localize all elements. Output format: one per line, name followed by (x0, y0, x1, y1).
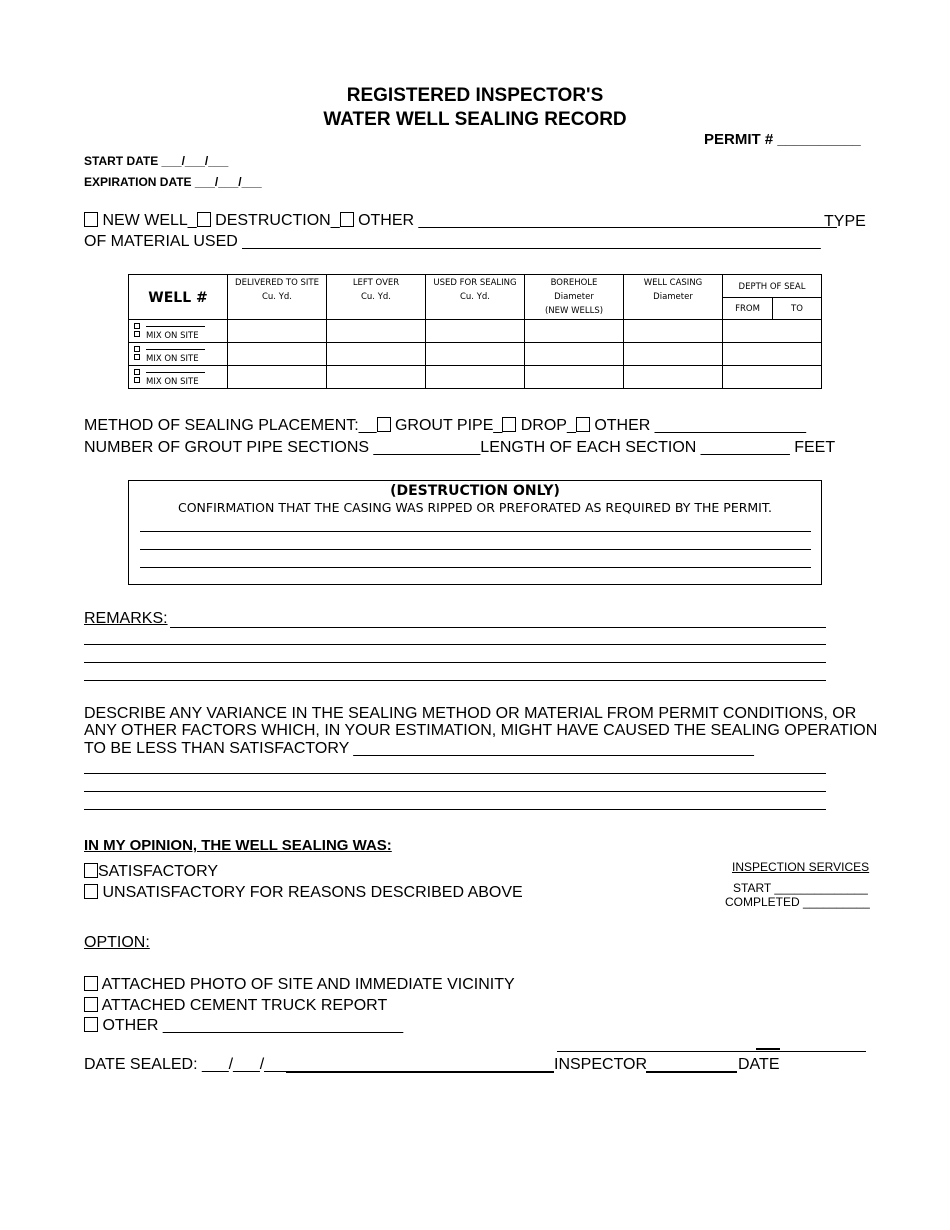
table-cell[interactable] (327, 366, 426, 389)
remarks-line[interactable] (84, 680, 826, 681)
variance-line[interactable] (84, 809, 826, 810)
col-borehole-header: BOREHOLE Diameter (NEW WELLS) (525, 275, 624, 320)
col-delivered-header: DELIVERED TO SITE Cu. Yd. (228, 275, 327, 320)
table-cell[interactable] (327, 343, 426, 366)
table-row (129, 343, 822, 366)
table-cell[interactable] (426, 366, 525, 389)
row-checkbox[interactable] (134, 346, 140, 352)
signature-line[interactable] (557, 1051, 866, 1052)
col-used-header: USED FOR SEALING Cu. Yd. (426, 275, 525, 320)
grout-sections-row (84, 439, 835, 457)
date-sealed-line[interactable] (286, 1071, 554, 1073)
row-checkbox[interactable] (134, 369, 140, 375)
variance-line-3[interactable]: TO BE LESS THAN SATISFACTORY _____________________________________________ (84, 740, 754, 757)
other-method-label: OTHER (594, 417, 651, 434)
satisfactory-label: SATISFACTORY (98, 863, 219, 880)
title-line-2: WATER WELL SEALING RECORD (323, 109, 627, 130)
drop-label: DROP (520, 417, 567, 434)
date-label: DATE (738, 1056, 780, 1073)
col-to-header: TO (773, 298, 822, 320)
unsatisfactory-label: UNSATISFACTORY FOR REASONS DESCRIBED ABOVE (102, 884, 523, 901)
destruction-confirmation-text: CONFIRMATION THAT THE CASING WAS RIPPED OR PREFORATED AS REQUIRED BY THE PERMIT. (177, 500, 772, 515)
well-table (128, 274, 822, 389)
inspector-line[interactable] (646, 1071, 737, 1073)
remarks-line[interactable] (84, 662, 826, 663)
new-well-label: NEW WELL (102, 212, 188, 229)
mix-checkbox[interactable] (134, 377, 140, 383)
destruction-line[interactable] (140, 567, 811, 568)
unsatisfactory-checkbox[interactable] (84, 884, 98, 899)
variance-line[interactable] (84, 791, 826, 792)
other-type-checkbox[interactable] (340, 212, 354, 227)
destruction-line[interactable] (140, 549, 811, 550)
destruction-heading: (DESTRUCTION ONLY) (390, 483, 560, 499)
material-blank[interactable]: _________________________________________________________________ (242, 233, 821, 250)
mix-checkbox[interactable] (134, 354, 140, 360)
mix-on-site-label: MIX ON SITE (146, 377, 199, 387)
truck-report-checkbox[interactable] (84, 997, 98, 1012)
option-other-checkbox[interactable] (84, 1017, 98, 1032)
other-method-blank[interactable]: _________________ (654, 417, 807, 434)
mix-checkbox[interactable] (134, 331, 140, 337)
destruction-checkbox[interactable] (197, 212, 211, 227)
col-from-header: FROM (723, 298, 773, 320)
option-photo-row (84, 976, 515, 994)
option-truck-row (84, 997, 387, 1015)
variance-line-1: DESCRIBE ANY VARIANCE IN THE SEALING METHOD OR MATERIAL FROM PERMIT CONDITIONS, OR (84, 705, 857, 722)
row-checkbox[interactable] (134, 323, 140, 329)
material-row (84, 233, 821, 251)
expiration-date-field[interactable]: EXPIRATION DATE ___/___/___ (84, 175, 262, 189)
option-other-field[interactable]: OTHER ___________________________ (102, 1017, 404, 1034)
table-cell[interactable] (624, 366, 723, 389)
table-row (129, 366, 822, 389)
satisfactory-checkbox[interactable] (84, 863, 98, 878)
signature-line-mark (756, 1048, 780, 1050)
table-cell[interactable] (228, 343, 327, 366)
well-type-row: NEW WELL_ DESTRUCTION_ OTHER _______________________________________________ (84, 212, 837, 230)
other-type-blank[interactable]: _______________________________________________ (418, 212, 837, 229)
remarks-line[interactable] (84, 644, 826, 645)
mix-on-site-label: MIX ON SITE (146, 354, 199, 364)
section-length-field[interactable]: _LENGTH OF EACH SECTION __________ (471, 439, 790, 456)
table-row (129, 320, 822, 343)
photo-checkbox[interactable] (84, 976, 98, 991)
satisfactory-row (84, 863, 218, 881)
other-type-label: OTHER (358, 212, 415, 229)
table-cell[interactable] (723, 320, 822, 343)
new-well-checkbox[interactable] (84, 212, 98, 227)
col-casing-header: WELL CASING Diameter (624, 275, 723, 320)
variance-line[interactable] (84, 773, 826, 774)
table-cell[interactable] (723, 343, 822, 366)
title-line-1: REGISTERED INSPECTOR'S (346, 85, 604, 106)
sealing-method-label: METHOD OF SEALING PLACEMENT: (84, 417, 359, 434)
table-cell[interactable] (228, 366, 327, 389)
variance-line-2: ANY OTHER FACTORS WHICH, IN YOUR ESTIMATION, MIGHT HAVE CAUSED THE SEALING OPERATION (84, 722, 878, 739)
option-other-row (84, 1017, 403, 1035)
remarks-label: REMARKS: (84, 610, 168, 627)
table-cell[interactable] (624, 320, 723, 343)
truck-report-label: ATTACHED CEMENT TRUCK REPORT (101, 997, 388, 1014)
material-label: OF MATERIAL USED (84, 233, 238, 250)
table-cell[interactable] (525, 320, 624, 343)
drop-checkbox[interactable] (502, 417, 516, 432)
start-date-field[interactable]: START DATE ___/___/___ (84, 154, 229, 168)
permit-number[interactable]: PERMIT # __________ (704, 131, 861, 148)
type-label: TYPE (824, 213, 866, 230)
opinion-heading: IN MY OPINION, THE WELL SEALING WAS: (84, 837, 392, 854)
date-sealed-field[interactable]: DATE SEALED: ___/___/___ (84, 1056, 291, 1073)
destruction-label: DESTRUCTION (215, 212, 331, 229)
destruction-box (128, 480, 822, 585)
option-heading: OPTION: (84, 934, 150, 951)
inspection-services-heading: INSPECTION SERVICES (732, 860, 870, 874)
table-cell[interactable] (426, 320, 525, 343)
table-cell[interactable] (426, 343, 525, 366)
grout-pipe-checkbox[interactable] (377, 417, 391, 432)
unsatisfactory-row (84, 884, 523, 902)
grout-sections-field[interactable]: NUMBER OF GROUT PIPE SECTIONS ___________ (84, 439, 472, 456)
other-method-checkbox[interactable] (576, 417, 590, 432)
table-cell[interactable] (525, 343, 624, 366)
mix-on-site-label: MIX ON SITE (146, 331, 199, 341)
inspection-completed-field[interactable]: COMPLETED __________ (725, 895, 870, 909)
col-depth-header: DEPTH OF SEAL (723, 275, 822, 298)
inspection-start-field[interactable]: START ______________ (733, 881, 868, 895)
table-cell[interactable] (327, 320, 426, 343)
table-cell[interactable] (624, 343, 723, 366)
inspector-label: INSPECTOR (554, 1056, 648, 1073)
grout-pipe-label: GROUT PIPE (394, 417, 494, 434)
destruction-line[interactable] (140, 531, 811, 532)
table-cell[interactable] (723, 366, 822, 389)
remarks-row (84, 610, 168, 628)
remarks-line[interactable] (170, 627, 826, 628)
col-leftover-header: LEFT OVER Cu. Yd. (327, 275, 426, 320)
col-well-header: WELL # (129, 275, 228, 320)
table-cell[interactable] (228, 320, 327, 343)
sealing-method-row: METHOD OF SEALING PLACEMENT:__ GROUT PIPE_ DROP_ OTHER _________________ (84, 417, 807, 434)
table-cell[interactable] (525, 366, 624, 389)
photo-label: ATTACHED PHOTO OF SITE AND IMMEDIATE VICINITY (101, 976, 515, 993)
feet-label: FEET (794, 439, 836, 456)
